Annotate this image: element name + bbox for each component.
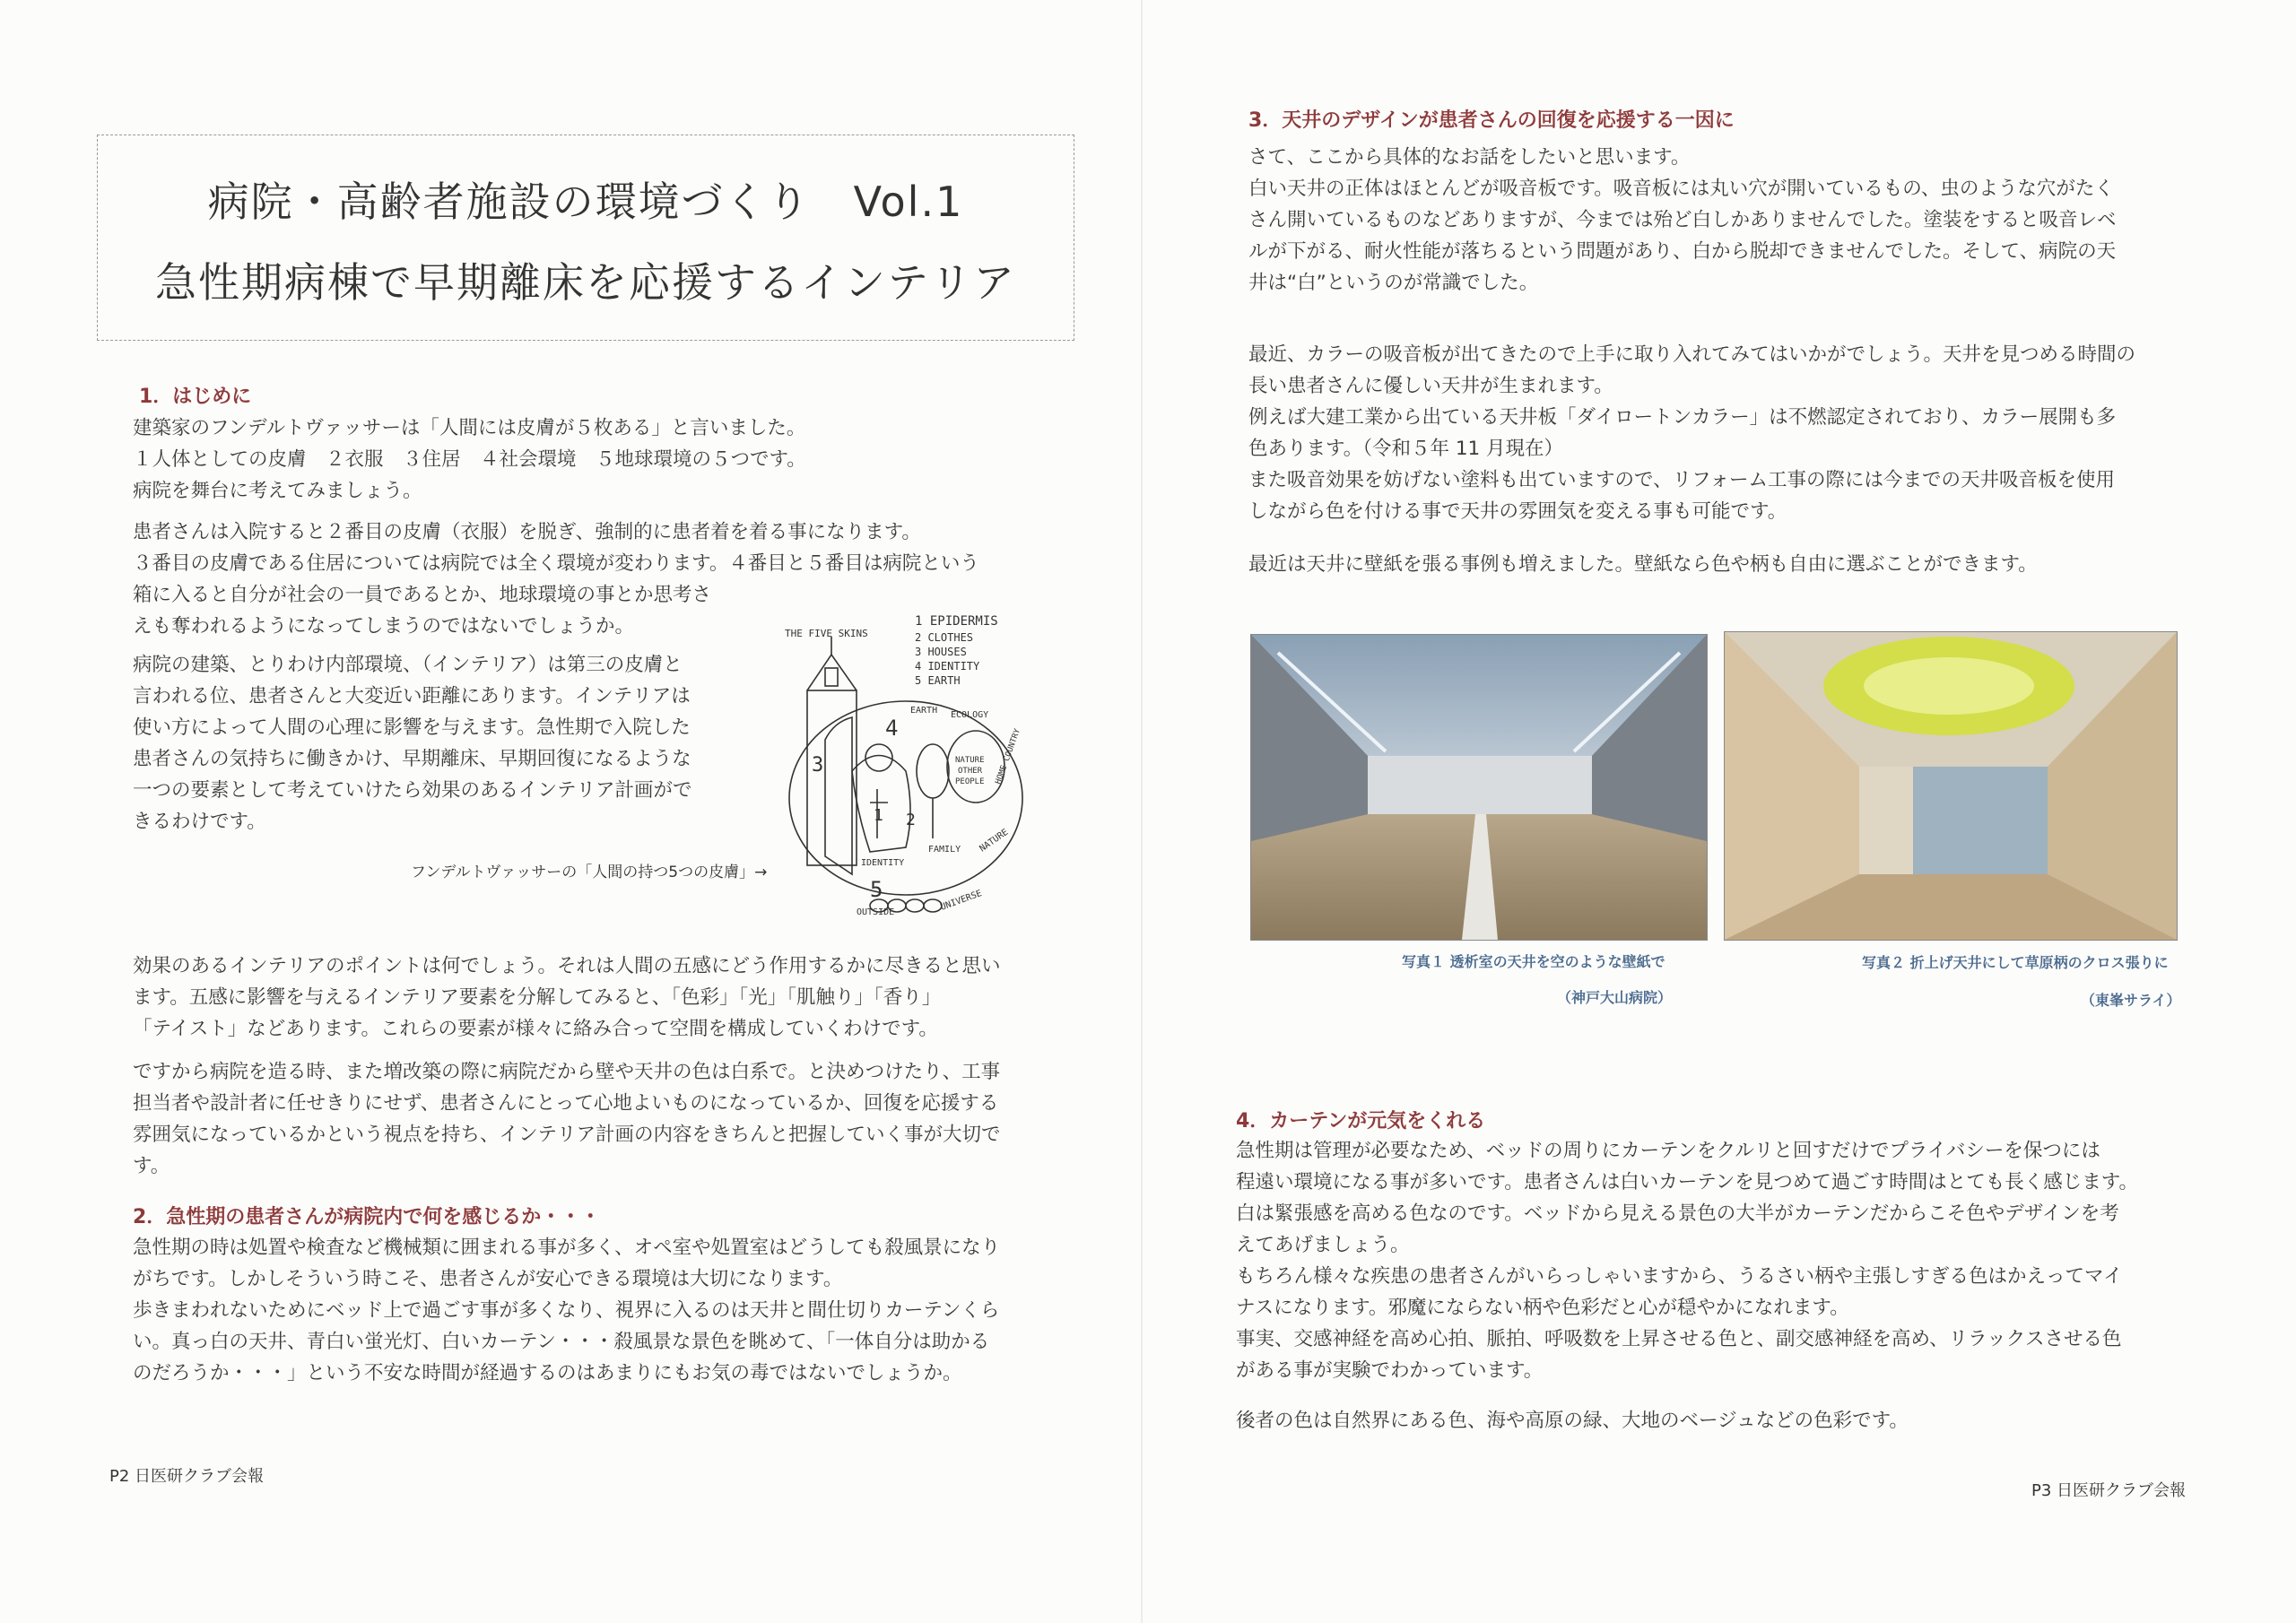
sketch-list-2: 2 CLOTHES	[915, 631, 974, 644]
sketch-label-outside: OUTSIDE	[857, 907, 895, 915]
right-page	[1148, 0, 2296, 1623]
sketch-num-2: 2	[906, 811, 916, 829]
section-1-paragraph-1: 建築家のフンデルトヴァッサーは「人間には皮膚が５枚ある」と言いました。 １人体としての皮膚 ２衣服 ３住居 ４社会環境 ５地球環境の５つです。 病院を舞台に考えてみましょう。	[133, 417, 806, 502]
section-3-paragraph-3: 最近は天井に壁紙を張る事例も増えました。壁紙なら色や柄も自由に選ぶことができます。	[1248, 553, 2038, 576]
title-line-1: 病院・高齢者施設の環境づくり Vol.1	[207, 178, 964, 226]
section-4-paragraph-2: 後者の色は自然界にある色、海や高原の緑、大地のベージュなどの色彩です。	[1236, 1410, 1909, 1432]
sketch-num-3: 3	[812, 754, 824, 777]
title-box	[97, 135, 1074, 341]
section-2-heading: 2．急性期の患者さんが病院内で何を感じるか・・・	[133, 1206, 601, 1228]
section-2-paragraph-1: 急性期の時は処置や検査など機械類に囲まれる事が多く、オペ室や処置室はどうしても殺風景になり がちです。しかしそういう時こそ、患者さんが安心できる環境は大切になります。 歩きまわれないためにベッド上で過ごす事が多くなり、視界に入るのは天井と間仕切りカーテンくら い。真っ白の天井、青白い蛍光灯、白いカーテン・・・殺風景な景色を眺めて、「一体自分は助かる のだろうか・・・」という不安な時間が経過するのはあまりにもお気の毒ではないでしょうか。	[133, 1237, 1001, 1384]
sketch-label-earth: EARTH	[910, 706, 938, 716]
section-3-paragraph-2: 最近、カラーの吸音板が出てきたので上手に取り入れてみてはいかがでしょう。天井を見つめる時間の 長い患者さんに優しい天井が生まれます。 例えば大建工業から出ている天井板「ダイロートンカラー」は不燃認定されており、カラー展開も多 色あります。（令和５年 11 月現在） また吸音効果を妨げない塗料も出ていますので、リフォーム工事の際には今までの天井吸音板を使用 しながら色を付ける事で天井の雰囲気を変える事も可能です。	[1248, 343, 2136, 523]
left-footer: P2 日医研クラブ会報	[109, 1467, 265, 1486]
photo-dialysis-room	[1250, 634, 1708, 941]
sketch-label-other: OTHER	[958, 767, 983, 776]
section-1-paragraph-3: 病院の建築、とりわけ内部環境、（インテリア）は第三の皮膚と 言われる位、患者さんと大変近い距離にあります。インテリアは 使い方によって人間の心理に影響を与えます。急性期で入院した 患者さんの気持ちに働きかけ、早期離床、早期回復になるような 一つの要素として考えていけたら効果のあるインテリア計画がで きるわけです。	[133, 654, 692, 833]
section-3-heading: 3．天井のデザインが患者さんの回復を応援する一因に	[1248, 109, 1735, 132]
sketch-list-5: 5 EARTH	[915, 674, 961, 687]
section-1-paragraph-2: 患者さんは入院すると２番目の皮膚（衣服）を脱ぎ、強制的に患者着を着る事になります。 ３番目の皮膚である住居については病院では全く環境が変わります。４番目と５番目は病院という 箱に入ると自分が社会の一員であるとか、地球環境の事とか思考さ えも奪われるようになってしまうのではないでしょうか。	[133, 521, 979, 638]
photo-1-caption: 写真１ 透析室の天井を空のような壁紙で	[1402, 953, 1665, 970]
sketch-label-ecology: ECOLOGY	[951, 710, 989, 720]
photo-2-caption: 写真２ 折上げ天井にして草原柄のクロス張りに	[1862, 954, 2169, 971]
sketch-num-5: 5	[870, 877, 883, 902]
sketch-label-nature-2: NATURE	[978, 827, 1011, 855]
section-1-heading: 1．はじめに	[139, 386, 252, 408]
sketch-header: THE FIVE SKINS	[785, 628, 868, 639]
sketch-list-4: 4 IDENTITY	[915, 660, 980, 673]
sketch-label-universe: UNIVERSE	[939, 889, 984, 913]
section-4-paragraph-1: 急性期は管理が必要なため、ベッドの周りにカーテンをクルリと回すだけでプライバシーを保つには 程遠い環境になる事が多いです。患者さんは白いカーテンを見つめて過ごす時間はとても長く感じます。 白は緊張感を高める色なのです。ベッドから見える景色の大半がカーテンだからこそ色やデザインを考 えてあげましょう。 もちろん様々な疾患の患者さんがいらっしゃいますから、うるさい柄や主張しすぎる色はかえってマイ ナスになります。邪魔にならない柄や色彩だと心が穏やかになれます。 事実、交感神経を高め心拍、脈拍、呼吸数を上昇させる色と、副交感神経を高め、リラックスさせる色 がある事が実験でわかっています。	[1236, 1140, 2138, 1382]
five-skins-sketch	[771, 605, 1067, 915]
right-footer: P3 日医研クラブ会報	[2031, 1481, 2187, 1500]
sketch-label-family: FAMILY	[928, 845, 961, 855]
section-1-paragraph-4: 効果のあるインテリアのポイントは何でしょう。それは人間の五感にどう作用するかに尽きると思い ます。五感に影響を与えるインテリア要素を分解してみると、「色彩」「光」「肌触り」「香り」 「テイスト」などあります。これらの要素が様々に絡み合って空間を構成していくわけです。	[133, 955, 1001, 1040]
sketch-num-1: 1	[874, 806, 883, 825]
sketch-label-identity: IDENTITY	[861, 858, 905, 868]
sketch-label-people: PEOPLE	[955, 777, 985, 786]
photo-corridor	[1724, 631, 2178, 941]
section-1-paragraph-5: ですから病院を造る時、また増改築の際に病院だから壁や天井の色は白系で。と決めつけたり、工事 担当者や設計者に任せきりにせず、患者さんにとって心地よいものになっているか、回復を応援する 雰囲気になっているかという視点を持ち、インテリア計画の内容をきちんと把握していく事が大切で す。	[133, 1061, 1001, 1177]
sketch-num-4: 4	[885, 716, 899, 741]
sketch-label-nature: NATURE	[955, 756, 985, 765]
section-4-heading: 4．カーテンが元気をくれる	[1236, 1110, 1486, 1133]
photo-1-source: （神戸大山病院）	[1557, 989, 1673, 1006]
sketch-list-3: 3 HOUSES	[915, 646, 967, 658]
sketch-caption: フンデルトヴァッサーの「人間の持つ5つの皮膚」→	[411, 864, 768, 881]
title-line-2: 急性期病棟で早期離床を応援するインテリア	[155, 258, 1016, 307]
section-3-paragraph-1: さて、ここから具体的なお話をしたいと思います。 白い天井の正体はほとんどが吸音板です。吸音板には丸い穴が開いているもの、虫のような穴がたく さん開いているものなどありますが、今までは殆ど白しかありませんでした。塗装をすると吸音レベ ルが下がる、耐火性能が落ちるという問題があり、白から脱却できませんでした。そして、病院の天 井は“白”というのが常識でした。	[1248, 146, 2117, 294]
photo-2-source: （東峯サライ）	[2081, 992, 2181, 1009]
sketch-list-1: 1 EPIDERMIS	[915, 614, 998, 629]
sketch-label-home-country: HOME COUNTRY	[994, 727, 1023, 786]
